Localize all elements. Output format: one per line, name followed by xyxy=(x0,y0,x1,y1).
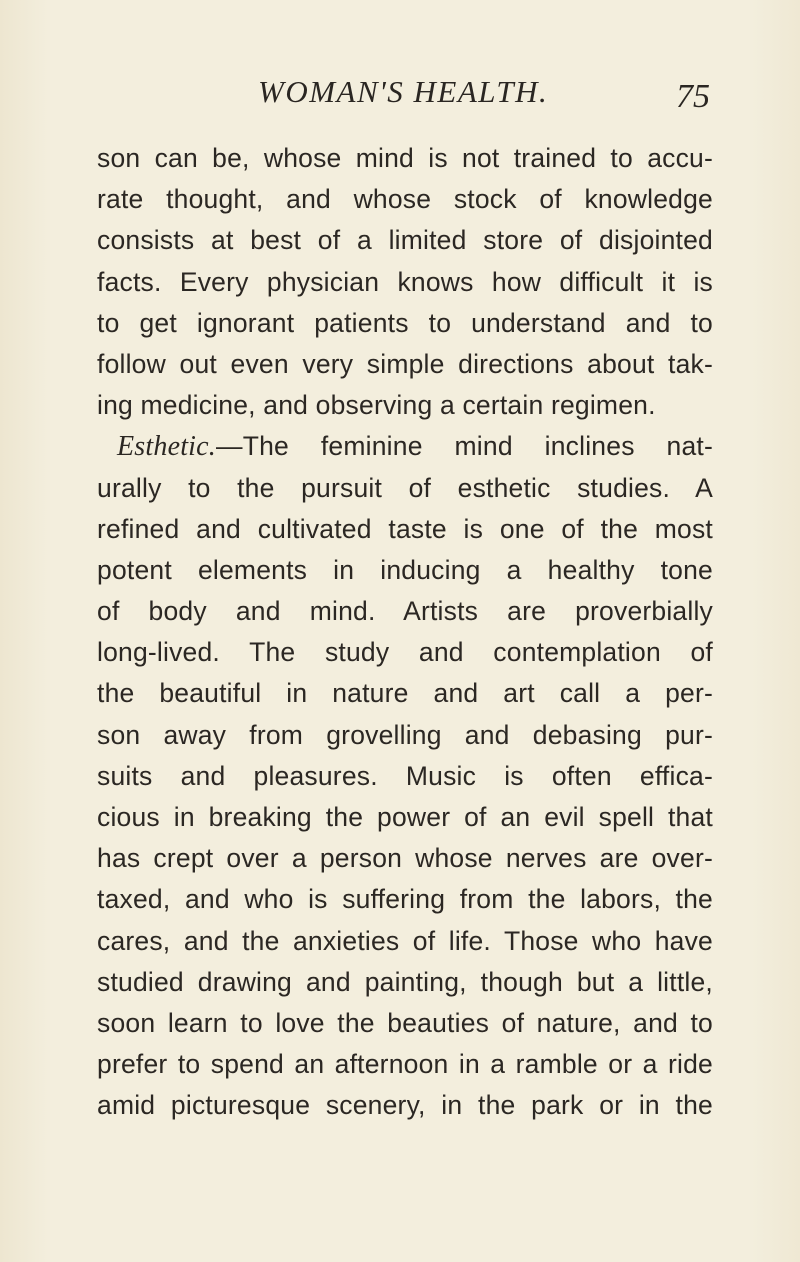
text-line: amid picturesque scenery, in the park or in the xyxy=(97,1090,713,1121)
text-line: cares, and the anxieties of life. Those who have xyxy=(97,925,713,956)
text-line: prefer to spend an afternoon in a ramble or a ride xyxy=(97,1049,713,1080)
text-line: rate thought, and whose stock of knowledge xyxy=(97,184,713,215)
text-line: facts. Every physician knows how difficult it is xyxy=(97,266,713,297)
running-title: WOMAN'S HEALTH. xyxy=(258,74,549,109)
text-line: soon learn to love the beauties of nature, and to xyxy=(97,1007,713,1038)
section-heading: Esthetic. xyxy=(117,431,216,463)
page-number: 75 xyxy=(676,78,710,115)
text-line: follow out even very simple directions about tak- xyxy=(97,348,713,379)
text-line: potent elements in inducing a healthy tone xyxy=(97,554,713,585)
text-line: taxed, and who is suffering from the labors, the xyxy=(97,884,713,915)
text-line: son away from grovelling and debasing pur- xyxy=(97,719,713,750)
text-line: cious in breaking the power of an evil spell that xyxy=(97,802,713,832)
section-first-line xyxy=(97,426,713,467)
body-text xyxy=(97,138,713,1127)
text-line: ing medicine, and observing a certain regimen. xyxy=(97,390,656,421)
text-line: suits and pleasures. Music is often effica- xyxy=(97,760,713,791)
text-line: consists at best of a limited store of disjointed xyxy=(97,225,713,256)
text-line: urally to the pursuit of esthetic studies. A xyxy=(97,472,713,503)
text-line: the beautiful in nature and art call a per- xyxy=(97,678,713,709)
text-line: son can be, whose mind is not trained to accu- xyxy=(97,143,713,173)
text-line: studied drawing and painting, though but a little, xyxy=(97,966,713,997)
text-line: of body and mind. Artists are proverbially xyxy=(97,596,713,627)
text-line: has crept over a person whose nerves are over- xyxy=(97,843,713,874)
text-line: refined and cultivated taste is one of the most xyxy=(97,513,713,544)
text-line: long-lived. The study and contemplation of xyxy=(97,637,713,668)
text-line: to get ignorant patients to understand and to xyxy=(97,307,713,338)
section-first-line-text: —The feminine mind inclines nat- xyxy=(216,431,713,462)
